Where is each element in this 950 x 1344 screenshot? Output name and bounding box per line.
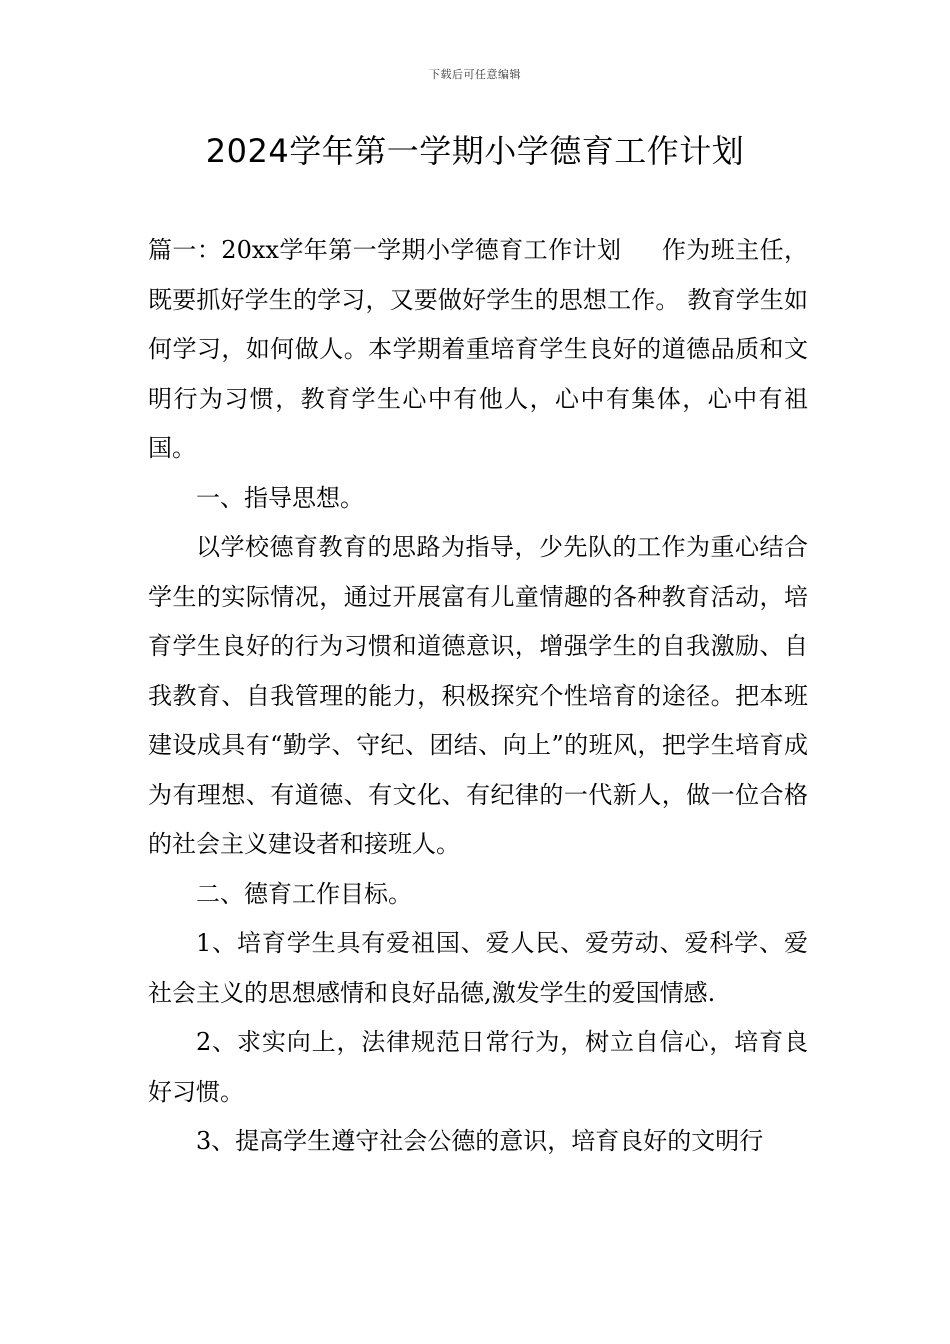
intro-lead: 篇一：20xx学年第一学期小学德育工作计划	[148, 236, 622, 264]
paragraph-guiding-ideology: 以学校德育教育的思路为指导，少先队的工作为重心结合学生的实际情况，通过开展富有儿童情趣的各种教育活动，培育学生良好的行为习惯和道德意识，增强学生的自我激励、自我教育、自我管理的能力，积极探究个性培育的途径。把本班建设成具有“勤学、守纪、团结、向上”的班风，把学生培育成为有理想、有道德、有文化、有纪律的一代新人，做一位合格的社会主义建设者和接班人。	[148, 533, 808, 858]
intro-paragraph	[148, 226, 808, 474]
section-heading-guiding-ideology: 一、指导思想。	[196, 483, 364, 512]
goal-item-1: 1、培育学生具有爱祖国、爱人民、爱劳动、爱科学、爱社会主义的思想感情和良好品德,激发学生的爱国情感.	[148, 929, 808, 1007]
goal-item-3: 3、提高学生遵守社会公德的意识，培育良好的文明行	[196, 1127, 764, 1155]
header-note: 下载后可任意编辑	[429, 68, 521, 81]
document-body	[148, 226, 808, 1167]
document-title: 2024学年第一学期小学德育工作计划	[205, 132, 745, 170]
section-heading-goals: 二、德育工作目标。	[196, 879, 412, 908]
intro-text: 作为班主任，既要抓好学生的学习，又要做好学生的思想工作。 教育学生如何学习，如何做人。本学期着重培育学生良好的道德品质和文明行为习惯，教育学生心中有他人，心中有集体，心中有祖国。	[148, 236, 809, 462]
goal-item-2: 2、求实向上，法律规范日常行为，树立自信心，培育良好习惯。	[148, 1028, 808, 1106]
